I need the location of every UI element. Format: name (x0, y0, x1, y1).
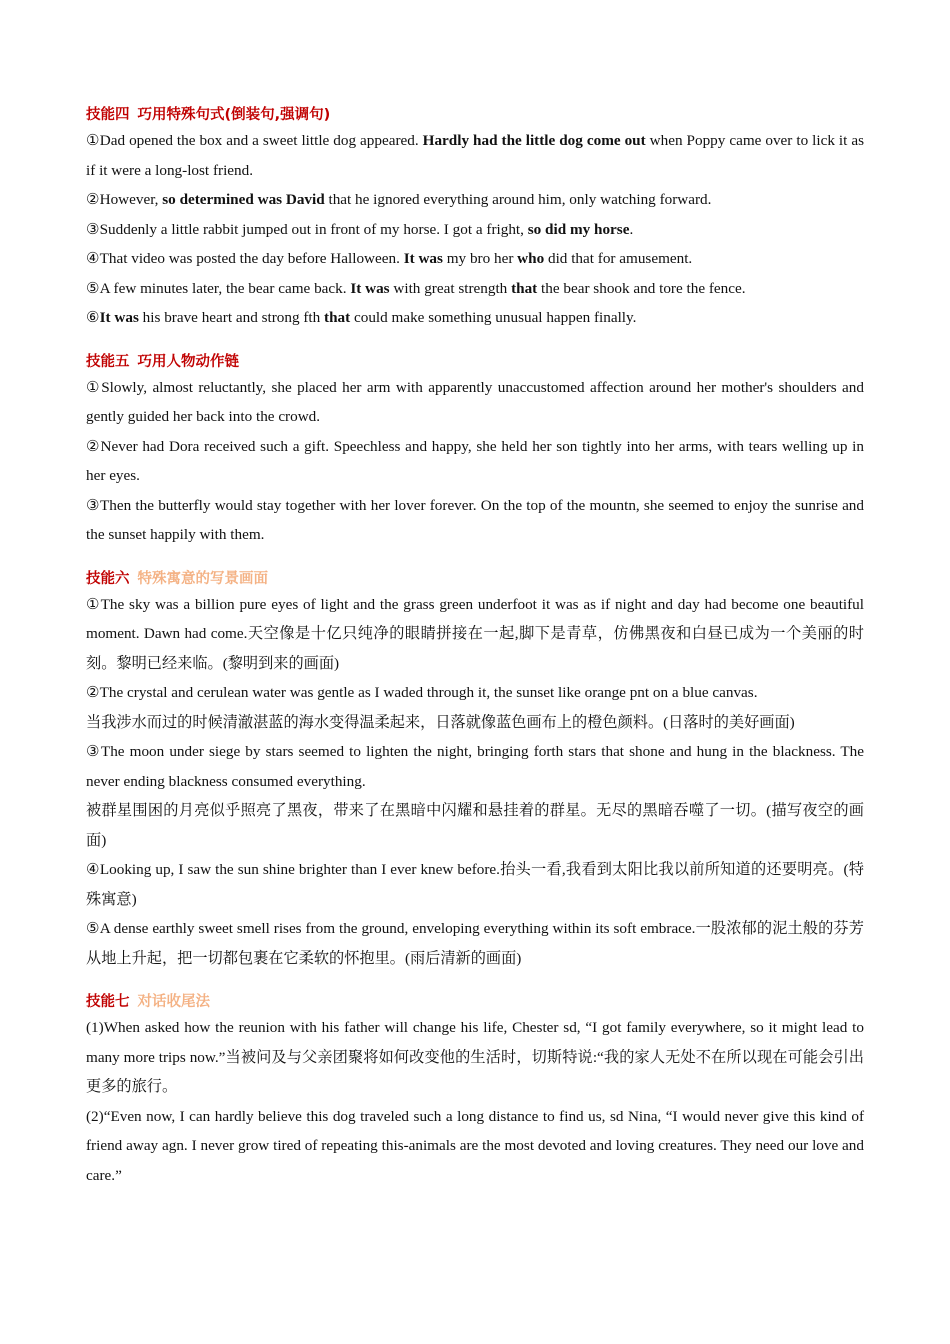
paragraph: ③The moon under siege by stars seemed to lighten the night, bringing forth stars that shone and hung in the blackness. The never ending blackness consumed everything. (86, 743, 864, 790)
document-page (86, 104, 864, 1208)
paragraph: ④That video was posted the day before Halloween. It was my bro her who did that for amusement. (86, 250, 693, 267)
paragraph: ⑤A dense earthly sweet smell rises from the ground, enveloping everything within its soft embrace.一股浓郁的泥土般的芬芳从地上升起，把一切都包裹在它柔软的怀抱里。(雨后清新的画面) (86, 920, 864, 967)
section-heading: 技能五 巧用人物动作链 (86, 353, 239, 370)
paragraph: 当我涉水而过的时候清澈湛蓝的海水变得温柔起来，日落就像蓝色画布上的橙色颜料。(日落时的美好画面) (86, 713, 795, 731)
paragraph: ②However, so determined was David that he ignored everything around him, only watching forward. (86, 191, 712, 208)
paragraph: ①Slowly, almost reluctantly, she placed her arm with apparently unaccustomed affection around her mother's shoulders and gently guided her back into the crowd. (86, 378, 864, 425)
paragraph: 被群星围困的月亮似乎照亮了黑夜，带来了在黑暗中闪耀和悬挂着的群星。无尽的黑暗吞噬了一切。(描写夜空的画面) (86, 802, 864, 849)
paragraph: ①Dad opened the box and a sweet little dog appeared. Hardly had the little dog come out when Poppy came over to lick it as if it were a long-lost friend. (86, 132, 864, 179)
section-skill-5 (86, 351, 864, 550)
paragraph: ④Looking up, I saw the sun shine brighter than I ever knew before.抬头一看,我看到太阳比我以前所知道的还要明亮。(特殊寓意) (86, 861, 864, 908)
paragraph: ⑤A few minutes later, the bear came back. It was with great strength that the bear shook and tore the fence. (86, 279, 746, 297)
paragraph: ①The sky was a billion pure eyes of light and the grass green underfoot it was as if night and day had become one beautiful moment. Dawn had come.天空像是十亿只纯净的眼睛拼接在一起,脚下是青草，仿佛黑夜和白昼已成为一个美丽的时刻。黎明已经来临。(黎明到来的画面) (86, 595, 864, 672)
section-skill-6 (86, 568, 864, 974)
paragraph: ③Suddenly a little rabbit jumped out in front of my horse. I got a fright, so did my horse. (86, 220, 634, 238)
paragraph: ②Never had Dora received such a gift. Speechless and happy, she held her son tightly into her arms, with tears welling up in her eyes. (86, 437, 864, 484)
section-heading: 技能六 特殊寓意的写景画面 (86, 570, 268, 587)
paragraph: ⑥It was his brave heart and strong fth that could make something unusual happen finally. (86, 309, 637, 326)
section-heading: 技能四 巧用特殊句式(倒装句,强调句) (86, 107, 331, 123)
paragraph: ②The crystal and cerulean water was gentle as I waded through it, the sunset like orange pnt on a blue canvas. (86, 684, 758, 701)
section-heading: 技能七 对话收尾法 (86, 994, 210, 1010)
paragraph: (1)When asked how the reunion with his father will change his life, Chester sd, “I got family everywhere, so it might lead to many more trips now.”当被问及与父亲团聚将如何改变他的生活时，切斯特说:“我的家人无处不在所以现在可能会引出更多的旅行。 (86, 1019, 864, 1095)
section-skill-7 (86, 991, 864, 1190)
paragraph: ③Then the butterfly would stay together with her lover forever. On the top of the mountn, she seemed to enjoy the sunrise and the sunset happily with them. (86, 496, 864, 543)
section-skill-4 (86, 104, 864, 333)
paragraph: (2)“Even now, I can hardly believe this dog traveled such a long distance to find us, sd Nina, “I would never give this kind of friend away agn. I never grow tired of repeating this-animals are the most devoted and loving creatures. They need our love and care.” (86, 1107, 864, 1184)
